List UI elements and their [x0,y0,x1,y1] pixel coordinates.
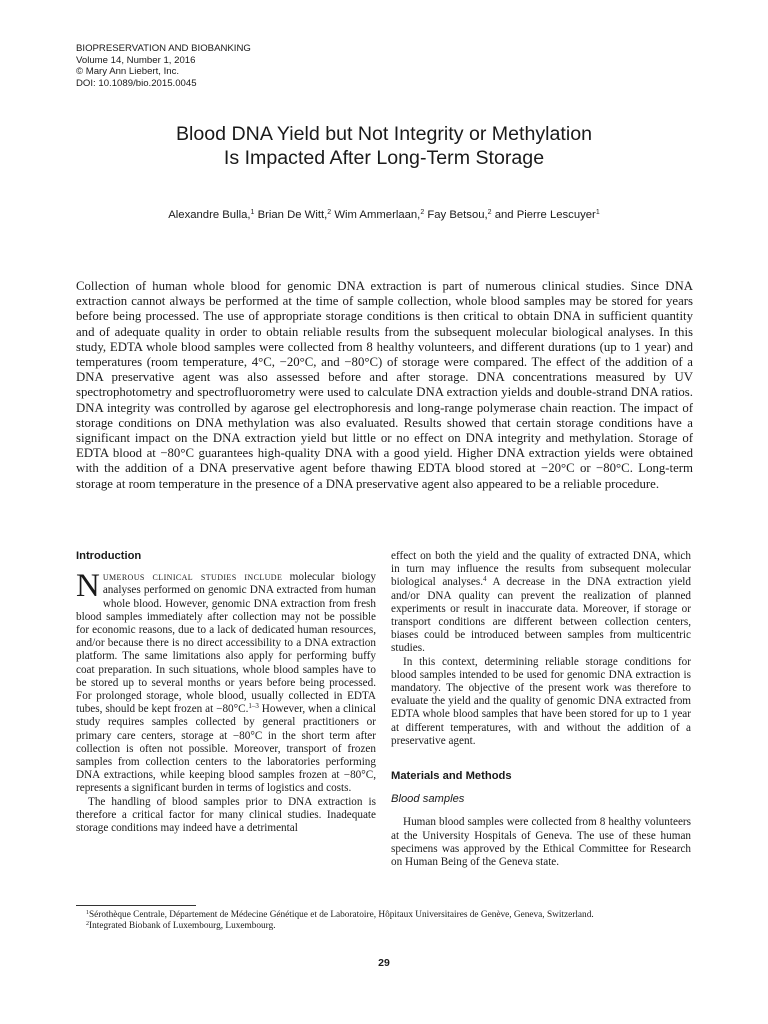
footnote-mark: 2 [86,921,89,927]
footnote-text: Sérothèque Centrale, Département de Médecine Génétique et de Laboratoire, Hôpitaux Universitaires de Genève, Geneva, Switzerland. [89,910,594,920]
introduction-paragraph-2-continued [391,550,691,656]
small-caps-lead: umerous clinical studies include [102,571,283,584]
author-affiliation-mark: 2 [487,209,492,216]
footnote-divider [76,905,196,906]
author-name: Brian De Witt, [257,209,328,221]
author-affiliation-mark: 2 [327,209,332,216]
journal-doi: DOI: 10.1089/bio.2015.0045 [76,77,197,89]
author-name: Fay Betsou, [427,209,488,221]
abstract: Collection of human whole blood for genomic DNA extraction is part of numerous clinical studies. Since DNA extraction cannot always be performed at the time of sample collection, whole blood samples may be stored for years before being processed. The use of appropriate storage conditions is then critical to obtain DNA in sufficient quantity and of adequate quality in order to obtain reliable results from the subsequent molecular biological analyses. In this study, EDTA whole blood samples were collected from 8 healthy volunteers, and different durations (up to 1 year) and temperatures (room temperature, 4°C, −20°C, and −80°C) of storage were compared. The effect of the addition of a DNA preservative agent was also assessed before and after storage. DNA concentrations measured by UV spectrophotometry and spectrofluorometry were used to calculate DNA extraction yields and double-strand DNA ratios. DNA integrity was controlled by agarose gel electrophoresis and long-range polymerase chain reaction. The impact of storage conditions on DNA methylation was also evaluated. Results showed that certain storage conditions have a significant impact on the DNA extraction yield but little or no effect on DNA integrity and methylation. Storage of EDTA blood at −80°C guarantees high-quality DNA with a good yield. Higher DNA extraction yields were obtained with the addition of a DNA preservative agent before thawing EDTA blood stored at −20°C or −80°C. Long-term storage at room temperature in the presence of a DNA preservative agent also appeared to be a reliable procedure. [76,279,693,491]
blood-samples-subheading: Blood samples [391,793,465,806]
author-affiliation-mark: 2 [420,209,425,216]
introduction-heading: Introduction [76,550,142,562]
paragraph-text: A decrease in the DNA extraction yield and/or DNA quality can prevent the realization of planned experiments or result in inaccurate data. Moreover, if storage or transport conditions are different between collection centers, biases could be introduced between samples from multicentric studies. [391,576,691,655]
methods-heading: Materials and Methods [391,770,512,783]
author-name: Wim Ammerlaan, [334,209,421,221]
author-name: and Pierre Lescuyer [494,209,596,221]
introduction-paragraph-3: In this context, determining reliable storage conditions for blood samples intended to be used for genomic DNA extraction is mandatory. The objective of the present work was therefore to evaluate the yield and the quality of genomic DNA extracted from EDTA whole blood samples that have been stored for up to 1 year at different temperatures, with and without the addition of a preservative agent. [391,655,691,747]
footnote-mark: 1 [86,910,89,916]
author-name: Alexandre Bulla, [168,209,251,221]
article-title-line-2: Is Impacted After Long-Term Storage [223,147,545,169]
journal-name: BIOPRESERVATION AND BIOBANKING [76,43,251,54]
introduction-paragraph-2: The handling of blood samples prior to DNA extraction is therefore a critical factor for many clinical studies. Inadequate storage conditions may indeed have a detrimental [76,795,376,835]
journal-header [76,43,251,89]
paragraph-text: molecular biology analyses performed on genomic DNA extracted from human whole blood. However, genomic DNA extraction from fresh blood samples immediately after collection may not be possible for economic reasons, due to a lack of dedicated human resources, and/or because there is no direct accessibility to a DNA extraction platform. The same limitations also apply for performing buffy coat preparation. In such situations, whole blood samples have to be stored up to several months or years before being processed. For prolonged storage, whole blood, usually collected in EDTA tubes, should be kept frozen at −80°C. [76,571,376,716]
author-affiliation-mark: 1 [595,209,600,216]
introduction-paragraph-1 [76,568,376,795]
footnote-text: Integrated Biobank of Luxembourg, Luxembourg. [89,921,276,931]
author-list [60,209,708,221]
article-title [60,122,708,170]
footnote [86,910,594,921]
journal-copyright: © Mary Ann Liebert, Inc. [76,66,180,78]
drop-cap: N [76,568,100,605]
paragraph-text: However, when a clinical study requires samples collected by general practitioners or primary care centers, storage at −80°C in the short term after collection is often not possible. Moreover, transport of frozen samples from collection centers to the laboratories performing DNA extractions, while keeping blood samples frozen at −80°C, represents a significant burden in terms of logistics and costs. [76,703,376,795]
citation-reference: 4 [483,575,487,584]
journal-volume: Volume 14, Number 1, 2016 [76,54,196,66]
article-title-line-1: Blood DNA Yield but Not Integrity or Methylation [175,123,593,145]
footnote [86,921,594,932]
citation-reference: 1–3 [248,702,259,711]
page-number: 29 [378,957,390,969]
right-column [391,550,691,869]
author-affiliation-mark: 1 [250,209,255,216]
methods-paragraph-1: Human blood samples were collected from 8 healthy volunteers at the University Hospitals of Geneva. The use of these human specimens was approved by the Ethical Committee for Research on Human Being of the Geneva state. [391,816,691,869]
paragraph-text: effect on both the yield and the quality of extracted DNA, which in turn may influence the results from subsequent molecular biological analyses. [391,550,691,589]
left-column [76,550,376,835]
footnotes [86,910,594,932]
